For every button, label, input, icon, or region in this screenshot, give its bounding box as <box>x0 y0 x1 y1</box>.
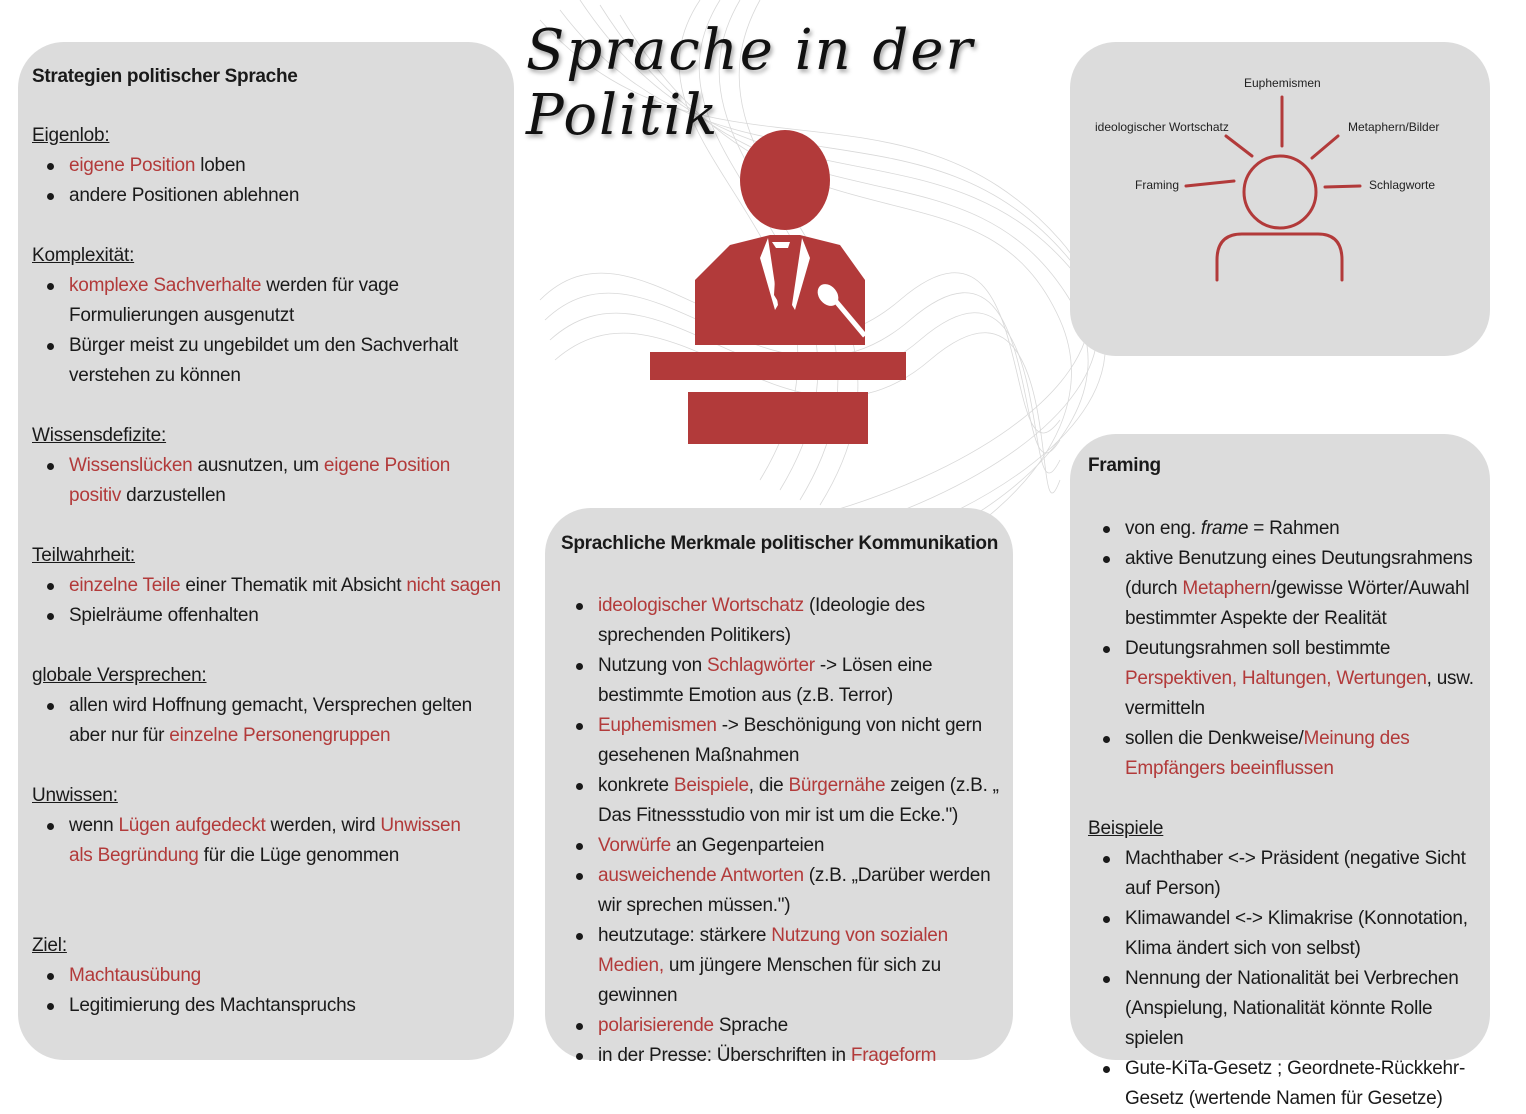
framing-list <box>1088 514 1495 784</box>
list-item: Spielräume offenhalten <box>69 601 514 631</box>
list-item: ausweichende Antworten (z.B. „Darüber werden wir sprechen müssen.") <box>598 861 1008 921</box>
list-item: Klimawandel <-> Klimakrise (Konnotation, Klima ändert sich von selbst) <box>1125 904 1495 964</box>
list-item: Vorwürfe an Gegenparteien <box>598 831 1008 861</box>
unwissen-heading: Unwissen: <box>32 785 118 806</box>
diagram-label-right: Schlagworte <box>1369 178 1436 192</box>
diagram-label-left: Framing <box>1135 178 1180 192</box>
globale-versprechen-list <box>32 691 489 751</box>
beispiele-list <box>1088 844 1495 1114</box>
list-item: Machtausübung <box>69 961 514 991</box>
teilwahrheit-list <box>32 571 514 631</box>
list-item: einzelne Teile einer Thematik mit Absicht nicht sagen <box>69 571 514 601</box>
eigenlob-heading: Eigenlob: <box>32 125 110 146</box>
teilwahrheit-heading: Teilwahrheit: <box>32 545 136 566</box>
komplexitaet-heading: Komplexität: <box>32 245 135 266</box>
list-item: Bürger meist zu ungebildet um den Sachverhalt verstehen zu können <box>69 331 509 391</box>
diagram-label-top: Euphemismen <box>1244 76 1321 90</box>
unwissen-list <box>32 811 469 871</box>
features-title: Sprachliche Merkmale politischer Kommunikation <box>561 533 999 554</box>
list-item: Nutzung von Schlagwörter -> Lösen eine bestimmte Emotion aus (z.B. Terror) <box>598 651 1008 711</box>
list-item: Euphemismen -> Beschönigung von nicht gern gesehenen Maßnahmen <box>598 711 1008 771</box>
diagram-label-right-up: Metaphern/Bilder <box>1348 120 1440 134</box>
list-item: polarisierende Sprache <box>598 1011 1008 1041</box>
features-card <box>545 508 1013 1066</box>
beispiele-heading: Beispiele <box>1088 818 1164 839</box>
list-item: wenn Lügen aufgedeckt werden, wird Unwissen als Begründung für die Lüge genommen <box>69 811 469 871</box>
page-title: Sprache in der Politik <box>526 18 975 148</box>
list-item: ideologischer Wortschatz (Ideologie des sprechenden Politikers) <box>598 591 1008 651</box>
features-list <box>561 591 1008 1071</box>
list-item: Deutungsrahmen soll bestimmte Perspektiven, Haltungen, Wertungen, usw. vermitteln <box>1125 634 1495 724</box>
list-item: eigene Position loben <box>69 151 514 181</box>
list-item: konkrete Beispiele, die Bürgernähe zeigen (z.B. „ Das Fitnessstudio von mir ist um die Ecke.") <box>598 771 1008 831</box>
strategies-title: Strategien politischer Sprache <box>32 66 298 87</box>
wissensdefizite-list <box>32 451 489 511</box>
ziel-list <box>32 961 514 1021</box>
list-item: Gute-KiTa-Gesetz ; Geordnete-Rückkehr-Gesetz (wertende Namen für Gesetze) <box>1125 1054 1495 1114</box>
list-item: heutzutage: stärkere Nutzung von sozialen Medien, um jüngere Menschen für sich zu gewinnen <box>598 921 1008 1011</box>
list-item: sollen die Denkweise/Meinung des Empfängers beeinflussen <box>1125 724 1495 784</box>
strategies-card <box>18 42 514 1060</box>
speaker-at-podium-icon <box>650 130 910 450</box>
list-item: Wissenslücken ausnutzen, um eigene Position positiv darzustellen <box>69 451 489 511</box>
list-item: in der Presse: Überschriften in Frageform <box>598 1041 1008 1071</box>
framing-card <box>1070 434 1490 1109</box>
komplexitaet-list <box>32 271 509 391</box>
framing-title: Framing <box>1088 455 1161 476</box>
diagram-card <box>1070 42 1490 356</box>
list-item: aktive Benutzung eines Deutungsrahmens (durch Metaphern/gewisse Wörter/Auwahl bestimmter Aspekte der Realität <box>1125 544 1495 634</box>
ziel-heading: Ziel: <box>32 935 67 956</box>
eigenlob-list <box>32 151 514 211</box>
list-item: komplexe Sachverhalte werden für vage Formulierungen ausgenutzt <box>69 271 509 331</box>
diagram-label-left-up: ideologischer Wortschatz <box>1095 120 1229 134</box>
globale-versprechen-heading: globale Versprechen: <box>32 665 207 686</box>
list-item: Machthaber <-> Präsident (negative Sicht auf Person) <box>1125 844 1495 904</box>
list-item: Legitimierung des Machtanspruchs <box>69 991 514 1021</box>
list-item: von eng. frame = Rahmen <box>1125 514 1495 544</box>
list-item: Nennung der Nationalität bei Verbrechen (Anspielung, Nationalität könnte Rolle spielen <box>1125 964 1495 1054</box>
list-item: allen wird Hoffnung gemacht, Versprechen gelten aber nur für einzelne Personengruppen <box>69 691 489 751</box>
wissensdefizite-heading: Wissensdefizite: <box>32 425 167 446</box>
list-item: andere Positionen ablehnen <box>69 181 514 211</box>
